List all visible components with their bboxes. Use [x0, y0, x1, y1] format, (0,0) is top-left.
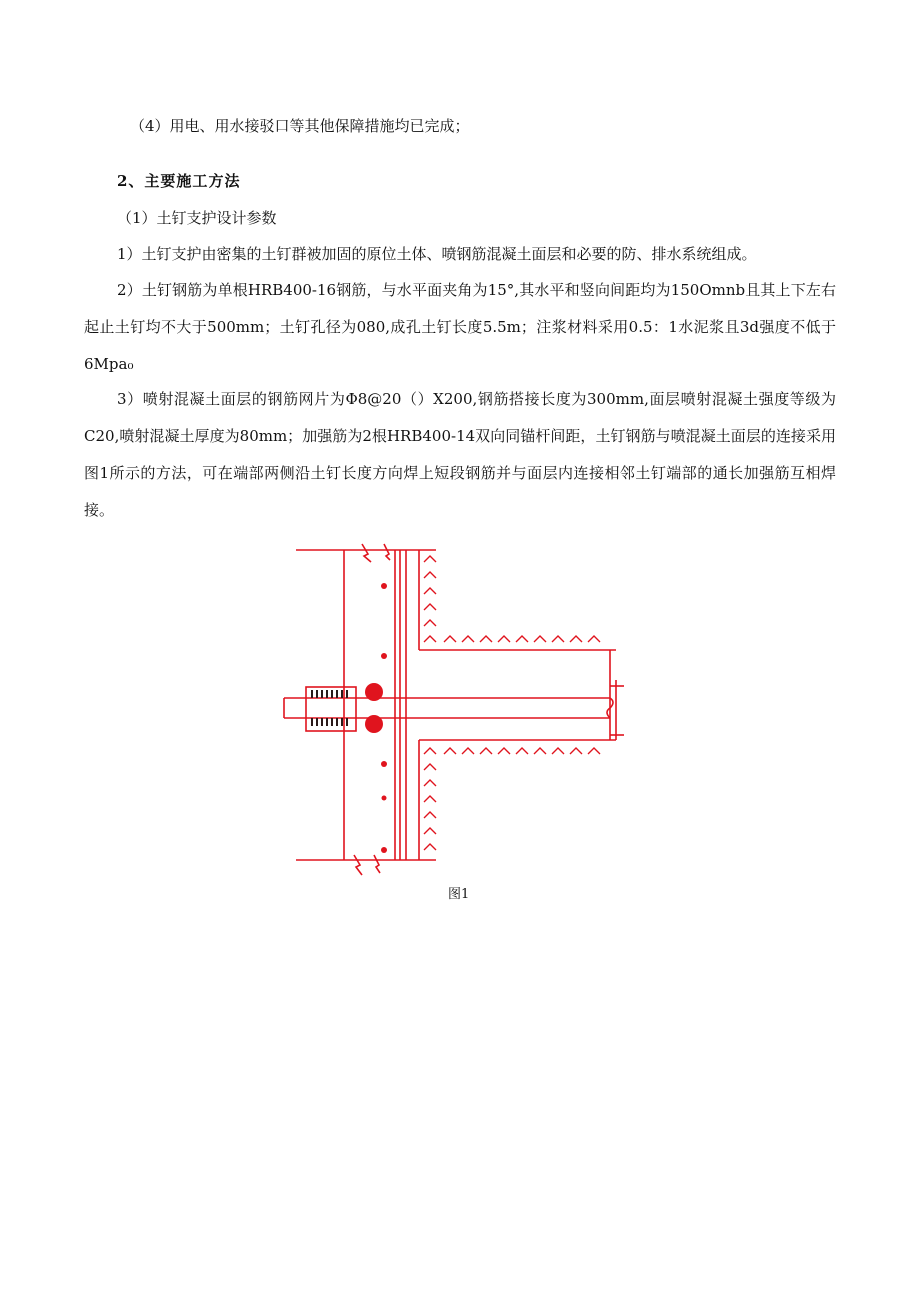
- soil-nail-connection-diagram: [276, 540, 636, 885]
- paragraph-item-3: 3）喷射混凝土面层的钢筋网片为Φ8@20（）X200,钢筋搭接长度为300mm,面层喷射混凝土强度等级为C20,喷射混凝土厚度为80mm；加强筋为2根HRB400-14双向同锚杆间距，土钉钢筋与喷混凝土面层的连接采用图1所示的方法，可在端部两侧沿土钉长度方向焊上短段钢筋并与面层内连接相邻土钉端部的通长加强筋互相焊接。: [84, 390, 836, 519]
- rebar-dot-3: [381, 761, 387, 767]
- rebar-dot-1: [381, 583, 387, 589]
- break-mark-top-right: [384, 544, 390, 560]
- section-heading: 2、主要施工方法: [117, 172, 241, 190]
- subsection-heading: （1）土钉支护设计参数: [117, 209, 277, 227]
- weld-dot-large-lower: [365, 715, 383, 733]
- paragraph-item-2: 2）土钉钢筋为单根HRB400-16钢筋，与水平面夹角为15°,其水平和竖向间距均为150Omnb且其上下左右起止土钉均不大于500mm；土钉孔径为080,成孔土钉长度5.5m；注浆材料采用0.5：1水泥浆且3d强度不低于6Mpa₀: [84, 281, 836, 373]
- rebar-dot-5: [382, 796, 387, 801]
- soil-hatching-left: [424, 556, 436, 850]
- rebar-dot-2: [381, 653, 387, 659]
- soil-hatching-top: [444, 636, 600, 642]
- soil-hatching-bottom: [444, 748, 600, 754]
- weld-dot-large-upper: [365, 683, 383, 701]
- figure-caption: 图1: [448, 887, 470, 902]
- nut-threads: [312, 690, 347, 726]
- break-mark-top-left: [362, 544, 371, 562]
- rebar-dot-4: [381, 847, 387, 853]
- paragraph-item-1: 1）土钉支护由密集的土钉群被加固的原位土体、喷钢筋混凝土面层和必要的防、排水系统组成。: [117, 245, 757, 263]
- break-mark-bottom-left: [354, 855, 362, 875]
- paragraph-item-4: （4）用电、用水接驳口等其他保障措施均已完成；: [130, 117, 470, 135]
- break-mark-bottom-right: [374, 855, 380, 873]
